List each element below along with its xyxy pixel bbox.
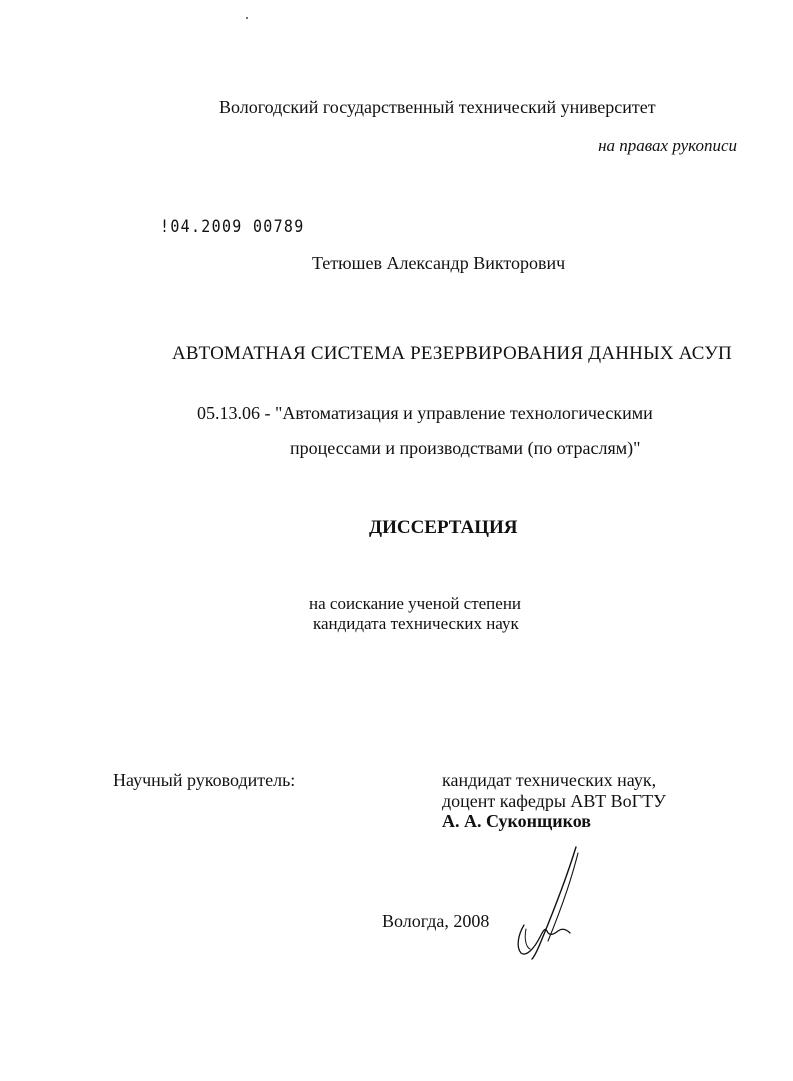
document-type: ДИССЕРТАЦИЯ [369,517,518,538]
specialty-line-1: 05.13.06 - "Автоматизация и управление технологическими [197,403,653,423]
city-year: Вологда, 2008 [382,911,490,931]
specialty-line-2: процессами и производствами (по отраслям)" [290,438,641,458]
degree-line-2: кандидата технических наук [313,614,519,633]
handwritten-signature [512,843,582,961]
supervisor-degree: кандидат технических наук, [442,770,657,790]
supervisor-position: доцент кафедры АВТ ВоГТУ [442,791,666,811]
university-name: Вологодский государственный технический университет [219,97,656,117]
manuscript-rights-note: на правах рукописи [598,136,737,155]
degree-line-1: на соискание ученой степени [309,594,522,613]
author-name: Тетюшев Александр Викторович [312,253,566,273]
scan-speck [246,17,248,19]
supervisor-name: А. А. Суконщиков [442,811,592,831]
dissertation-title: АВТОМАТНАЯ СИСТЕМА РЕЗЕРВИРОВАНИЯ ДАННЫХ АСУП [172,343,732,364]
supervisor-label: Научный руководитель: [113,770,296,790]
catalog-stamp: !04.2009 00789 [160,217,305,237]
